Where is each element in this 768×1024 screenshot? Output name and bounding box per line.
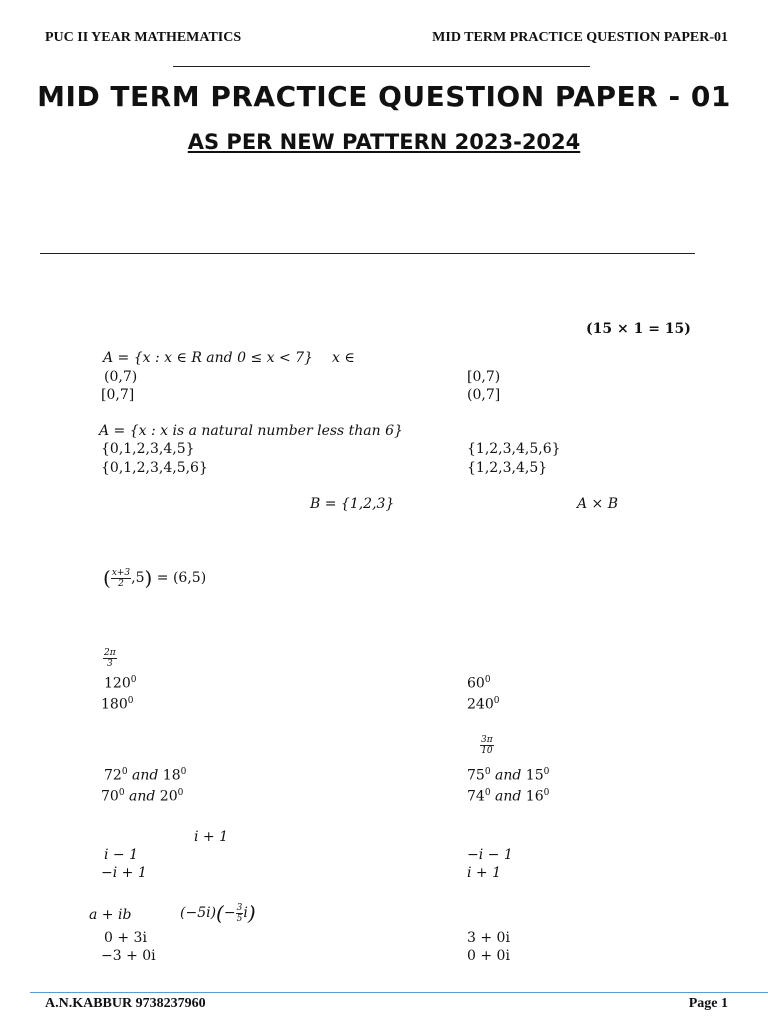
q6-b1-deg: 0 [484, 767, 491, 777]
q2-option-c: {0,1,2,3,4,5,6} [101, 460, 208, 476]
q6-d2-deg: 0 [543, 788, 550, 798]
q4-frac-den: 2 [118, 578, 124, 589]
q8-frac-den: 5 [236, 913, 243, 924]
q4-rhs: = (6,5) [156, 570, 207, 586]
section-rule [40, 253, 695, 254]
q5-d-deg: 0 [493, 696, 500, 706]
q6-a1: 72 [104, 767, 122, 784]
q1-option-d: (0,7] [467, 387, 501, 403]
q8-option-d: 0 + 0i [467, 948, 510, 964]
q5-b-deg: 0 [484, 675, 491, 685]
q8-product: (−5i)(− $\frac{3}{5}$ i) [180, 901, 256, 925]
q6-a2-deg: 0 [180, 767, 187, 777]
q5-option-d [467, 696, 499, 713]
q7-expression: i + 1 [194, 829, 229, 845]
q6-a-and: and [132, 767, 159, 784]
q6-b1: 75 [467, 767, 485, 784]
q6-c1-deg: 0 [118, 788, 125, 798]
q6-option-d [467, 788, 549, 805]
q5-option-c [101, 696, 133, 713]
page-title: MID TERM PRACTICE QUESTION PAPER - 01 [37, 80, 731, 113]
q5-option-a [104, 675, 136, 692]
page-subtitle: AS PER NEW PATTERN 2023-2024 [187, 130, 581, 154]
q6-option-c [101, 788, 183, 805]
q8-option-a: 0 + 3i [104, 930, 147, 946]
q6-fraction [480, 735, 494, 756]
header-left: PUC II YEAR MATHEMATICS [45, 30, 242, 45]
q6-frac-num: 3π [481, 735, 493, 745]
header-right: MID TERM PRACTICE QUESTION PAPER-01 [432, 30, 728, 45]
q8-form: a + ib [89, 907, 132, 923]
q6-d1-deg: 0 [484, 788, 491, 798]
q1-option-b: [0,7) [467, 369, 501, 385]
q4-frac-num: x+3 [111, 567, 131, 578]
q1-option-a: (0,7) [104, 369, 138, 385]
footer-rule [30, 992, 768, 993]
q6-c2: 20 [159, 788, 178, 805]
q6-option-a [104, 767, 186, 784]
q5-fraction [103, 648, 117, 669]
q5-option-b [467, 675, 491, 692]
q7-option-d: i + 1 [467, 865, 502, 881]
q3-set-b: B = {1,2,3} [310, 496, 395, 512]
q5-c-base: 180 [101, 696, 128, 713]
q6-option-b [467, 767, 549, 784]
q5-frac-den: 3 [106, 659, 113, 669]
q6-a1-deg: 0 [121, 767, 128, 777]
q6-d-and: and [495, 788, 522, 805]
q2-stem: A = {x : x is a natural number less than 6} [99, 423, 403, 439]
q8-option-b: 3 + 0i [467, 930, 510, 946]
q8-minus: − [223, 905, 236, 921]
q5-c-deg: 0 [127, 696, 134, 706]
header-rule [173, 66, 590, 67]
q1-stem: A = {x : x ∈ R and 0 ≤ x < 7} [103, 350, 313, 366]
q2-option-d: {1,2,3,4,5} [467, 460, 548, 476]
q4-equation: ( $\frac{x+3}{2}$ ,5) = (6,5) [103, 566, 207, 590]
q5-a-base: 120 [104, 675, 131, 692]
q7-option-a: i − 1 [104, 847, 139, 863]
q6-b-and: and [495, 767, 522, 784]
q6-b2-deg: 0 [543, 767, 550, 777]
q5-b-base: 60 [467, 675, 485, 692]
q2-option-a: {0,1,2,3,4,5} [101, 441, 195, 457]
q6-d1: 74 [467, 788, 485, 805]
section-marks: (15 × 1 = 15) [586, 321, 691, 337]
q6-c-and: and [129, 788, 156, 805]
q8-i: i [243, 905, 248, 921]
q8-left-factor: (−5i) [180, 905, 217, 921]
q7-option-c: −i + 1 [101, 865, 147, 881]
q6-frac-den: 10 [481, 746, 493, 756]
q1-option-c: [0,7] [101, 387, 135, 403]
q8-option-c: −3 + 0i [101, 948, 156, 964]
q6-c2-deg: 0 [177, 788, 184, 798]
q6-a2: 18 [162, 767, 181, 784]
q1-stem-tail: x ∈ [332, 350, 355, 366]
page-number: Page 1 [688, 996, 728, 1011]
q5-d-base: 240 [467, 696, 494, 713]
q2-option-b: {1,2,3,4,5,6} [467, 441, 561, 457]
footer-author: A.N.KABBUR 9738237960 [45, 996, 206, 1011]
q5-frac-num: 2π [104, 648, 116, 658]
q6-d2: 16 [525, 788, 544, 805]
q6-c1: 70 [101, 788, 119, 805]
q4-rest: ,5 [131, 570, 145, 586]
q8-frac-num: 3 [236, 902, 243, 913]
q6-b2: 15 [525, 767, 544, 784]
q5-a-deg: 0 [130, 675, 137, 685]
q7-option-b: −i − 1 [467, 847, 513, 863]
q3-product: A × B [577, 496, 619, 512]
